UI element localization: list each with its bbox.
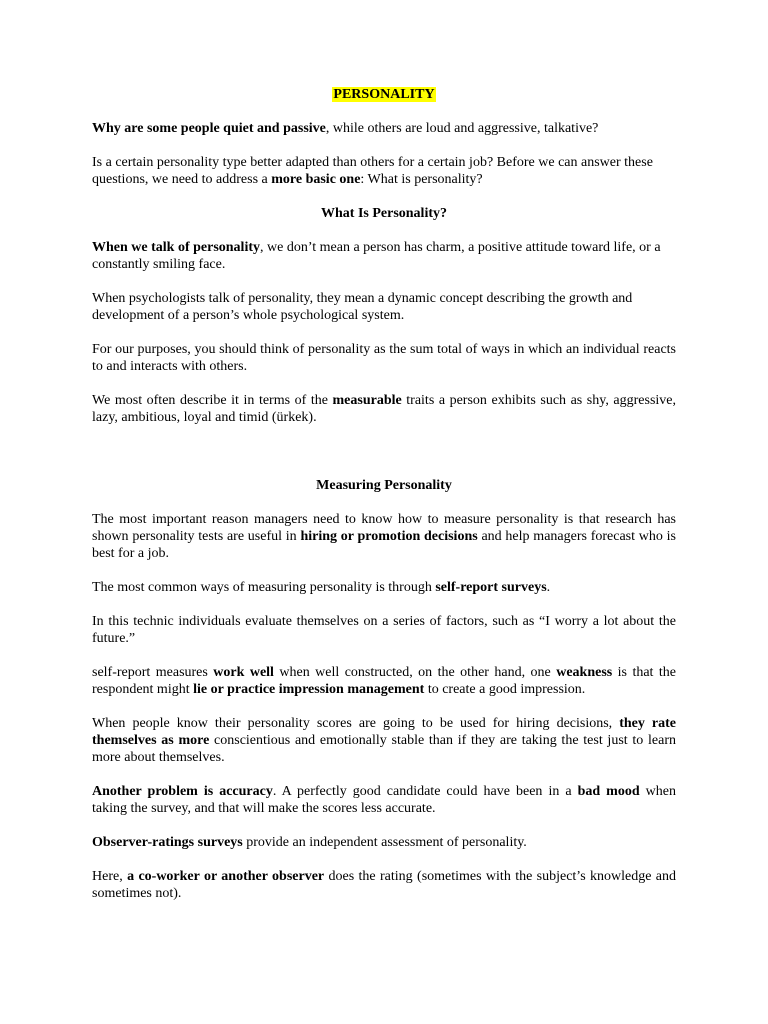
paragraph-observer-ratings: Observer-ratings surveys provide an independent assessment of personality. xyxy=(92,835,527,850)
paragraph-accuracy: Another problem is accuracy. A perfectly good candidate could have been in a bad mood when taking the survey, and that will make the scores less accurate. xyxy=(92,784,676,816)
paragraph-quiet-passive: Why are some people quiet and passive, while others are loud and aggressive, talkative? xyxy=(92,121,599,136)
paragraph-self-report-measures: self-report measures work well when well constructed, on the other hand, one weakness is that the respondent might lie or practice impression management to create a good impression. xyxy=(92,665,676,697)
paragraph-talk-of-personality: When we talk of personality, we don’t mean a person has charm, a positive attitude toward life, or a constantly smiling face. xyxy=(92,240,661,272)
paragraph-hiring-decisions: When people know their personality scores are going to be used for hiring decisions, they rate themselves as more conscientious and emotionally stable than if they are taking the test just to learn more about themselves. xyxy=(92,716,676,765)
paragraph-common-ways: The most common ways of measuring personality is through self-report surveys. xyxy=(92,580,551,595)
heading-measuring-personality: Measuring Personality xyxy=(316,478,452,493)
heading-what-is-personality: What Is Personality? xyxy=(321,206,447,221)
paragraph-co-worker: Here, a co-worker or another observer does the rating (sometimes with the subject’s knowledge and sometimes not). xyxy=(92,869,677,901)
paragraph-personality-question: Is a certain personality type better adapted than others for a certain job? Before we can answer these questions, we need to address a more basic one: What is personality? xyxy=(92,155,653,187)
document-page xyxy=(92,86,676,919)
paragraph-measurable-traits: We most often describe it in terms of the measurable traits a person exhibits such as shy, aggressive, lazy, ambitious, loyal and timid (ürkek). xyxy=(92,393,676,425)
paragraph-psychologists: When psychologists talk of personality, they mean a dynamic concept describing the growth and development of a person’s whole psychological system. xyxy=(92,291,633,323)
title-highlight: PERSONALITY xyxy=(333,87,435,102)
section-spacer xyxy=(92,443,676,477)
paragraph-important-reason: The most important reason managers need to know how to measure personality is that research has shown personality tests are useful in hiring or promotion decisions and help managers forecast who is best for a job. xyxy=(92,512,676,561)
paragraph-our-purposes: For our purposes, you should think of personality as the sum total of ways in which an individual reacts to and interacts with others. xyxy=(92,342,676,374)
document-title xyxy=(92,86,676,103)
paragraph-technic: In this technic individuals evaluate themselves on a series of factors, such as “I worry a lot about the future.” xyxy=(92,614,676,646)
